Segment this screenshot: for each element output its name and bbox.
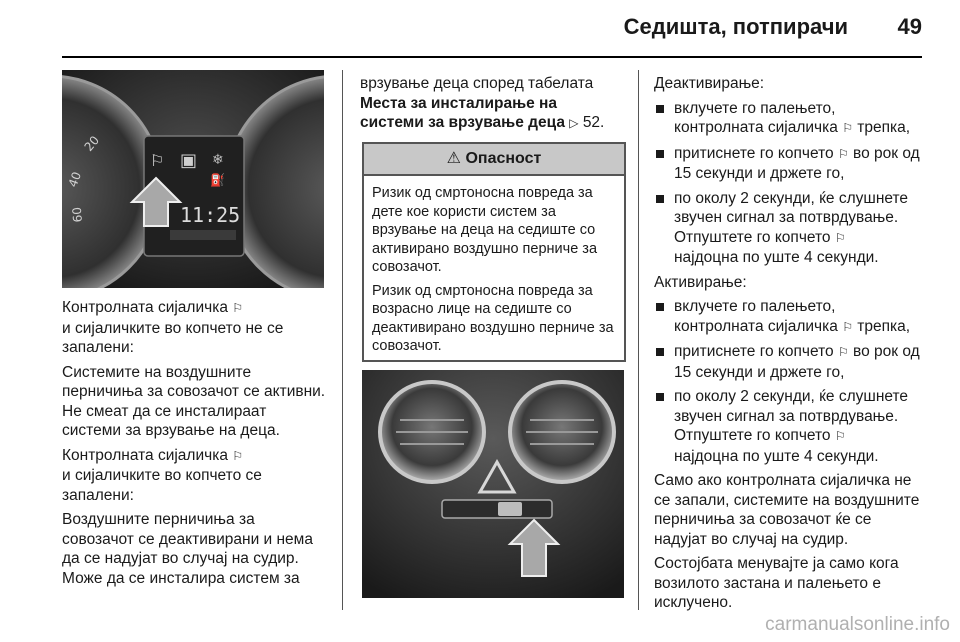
danger-warning-box [362, 142, 626, 362]
paragraph: Воздушните перничиња за совозачот се деактивирани и нема да се надујат во случај на судир. Може да се инсталира систем за [62, 511, 313, 587]
section-heading: Активирање: [654, 273, 747, 291]
display-clock: 11:25 [180, 203, 241, 227]
warning-triangle-icon: ⚠ [446, 150, 461, 167]
page-number: 49 [897, 14, 922, 39]
list-item: вклучете го палењето, контролната сијаличка ⚐ трепка, [654, 99, 924, 139]
cross-reference-link[interactable]: Места за инсталирање на системи за врзување деца [360, 94, 565, 131]
list-item: по околу 2 секунди, ќе слушнете звучен сигнал за потврдување. Отпуштете го копчето ⚐ најдоцна по уште 4 секунди. [654, 387, 924, 466]
airbag-off-indicator-icon: ⚐ [232, 301, 244, 315]
airbag-off-indicator-icon: ⚐ [232, 448, 244, 463]
list-item: притиснете го копчето ⚐ во рок од 15 секунди и држете го, [654, 144, 924, 184]
airbag-off-indicator-icon: ⚐ [842, 319, 853, 334]
warning-title: Опасност [465, 150, 542, 167]
activation-steps [654, 297, 924, 466]
warning-paragraph: Ризик од смртоносна повреда за возрасно лице на седиште со деактивирано воздушно перниче за совозачот. [372, 282, 614, 354]
frost-indicator-icon: ❄ [212, 152, 224, 168]
watermark: carmanualsonline.info [765, 614, 950, 635]
airbag-off-indicator-icon: ⚐ [842, 121, 853, 135]
airbag-off-indicator-icon: ⚐ [834, 230, 846, 245]
paragraph: врзување деца според табелата Места за инсталирање на системи за врзување деца ▷ 52. [360, 75, 605, 131]
instrument-cluster-illustration [62, 70, 324, 288]
middle-column-text [360, 74, 624, 139]
instrument-cluster-photo [62, 70, 324, 288]
paragraph: Само ако контролната сијаличка не се запали, системите на воздушните перничиња за совозачот ќе се надујат во случај на судир. [654, 472, 920, 548]
page-header [0, 0, 960, 58]
warning-header [364, 144, 624, 176]
gauge-tick-label: 40 [65, 169, 85, 190]
page-title: Седишта, потпирачи [623, 14, 848, 39]
paragraph: Состојбата менувајте ја само кога возилото застана и палењето е исклучено. [654, 555, 899, 611]
list-item: притиснете го копчето ⚐ во рок од 15 секунди и држете го, [654, 342, 924, 382]
door-open-indicator-icon: ▣ [180, 150, 198, 171]
gauge-tick-label: 20 [81, 133, 103, 154]
display-odometer [170, 230, 236, 240]
deactivation-steps [654, 99, 924, 268]
gauge-tick-label: 60 [69, 206, 85, 223]
paragraph: Системите на воздушните перничиња за совозачот се активни. Не смеат да се инсталираат системи за врзување на деца. [62, 363, 326, 439]
airbag-off-indicator-icon: ⚐ [150, 151, 165, 170]
paragraph: Контролната сијаличка ⚐ и сијаличките во копчето не се запалени: [62, 299, 284, 356]
paragraph: Контролната сијаличка ⚐ и сијаличките во копчето се запалени: [62, 446, 262, 504]
column-divider-left [342, 70, 343, 610]
left-column-text [62, 298, 326, 593]
airbag-off-indicator-icon: ⚐ [834, 429, 846, 443]
airbag-off-indicator-icon: ⚐ [837, 345, 849, 359]
fuel-indicator-icon: ⛽ [210, 173, 225, 187]
right-column-text [654, 74, 924, 618]
header-rule [62, 56, 922, 58]
column-divider-right [638, 70, 639, 610]
cross-reference-page: 52. [582, 114, 605, 131]
section-heading: Деактивирање: [654, 75, 765, 92]
center-console-photo [362, 370, 624, 598]
airbag-off-button [498, 502, 522, 516]
airbag-switch-panel [442, 500, 552, 518]
warning-paragraph: Ризик од смртоносна повреда за дете кое користи систем за врзување на деца на седиште со активирано воздушно перниче за совозачот. [372, 185, 598, 275]
center-console-illustration [362, 370, 624, 598]
warning-body [364, 176, 624, 356]
list-item: вклучете го палењето, контролната сијаличка ⚐ трепка, [654, 297, 924, 337]
list-item: по околу 2 секунди, ќе слушнете звучен сигнал за потврдување. Отпуштете го копчето ⚐ најдоцна по уште 4 секунди. [654, 189, 924, 268]
airbag-off-indicator-icon: ⚐ [837, 146, 849, 161]
reference-arrow-icon: ▷ [569, 116, 579, 130]
